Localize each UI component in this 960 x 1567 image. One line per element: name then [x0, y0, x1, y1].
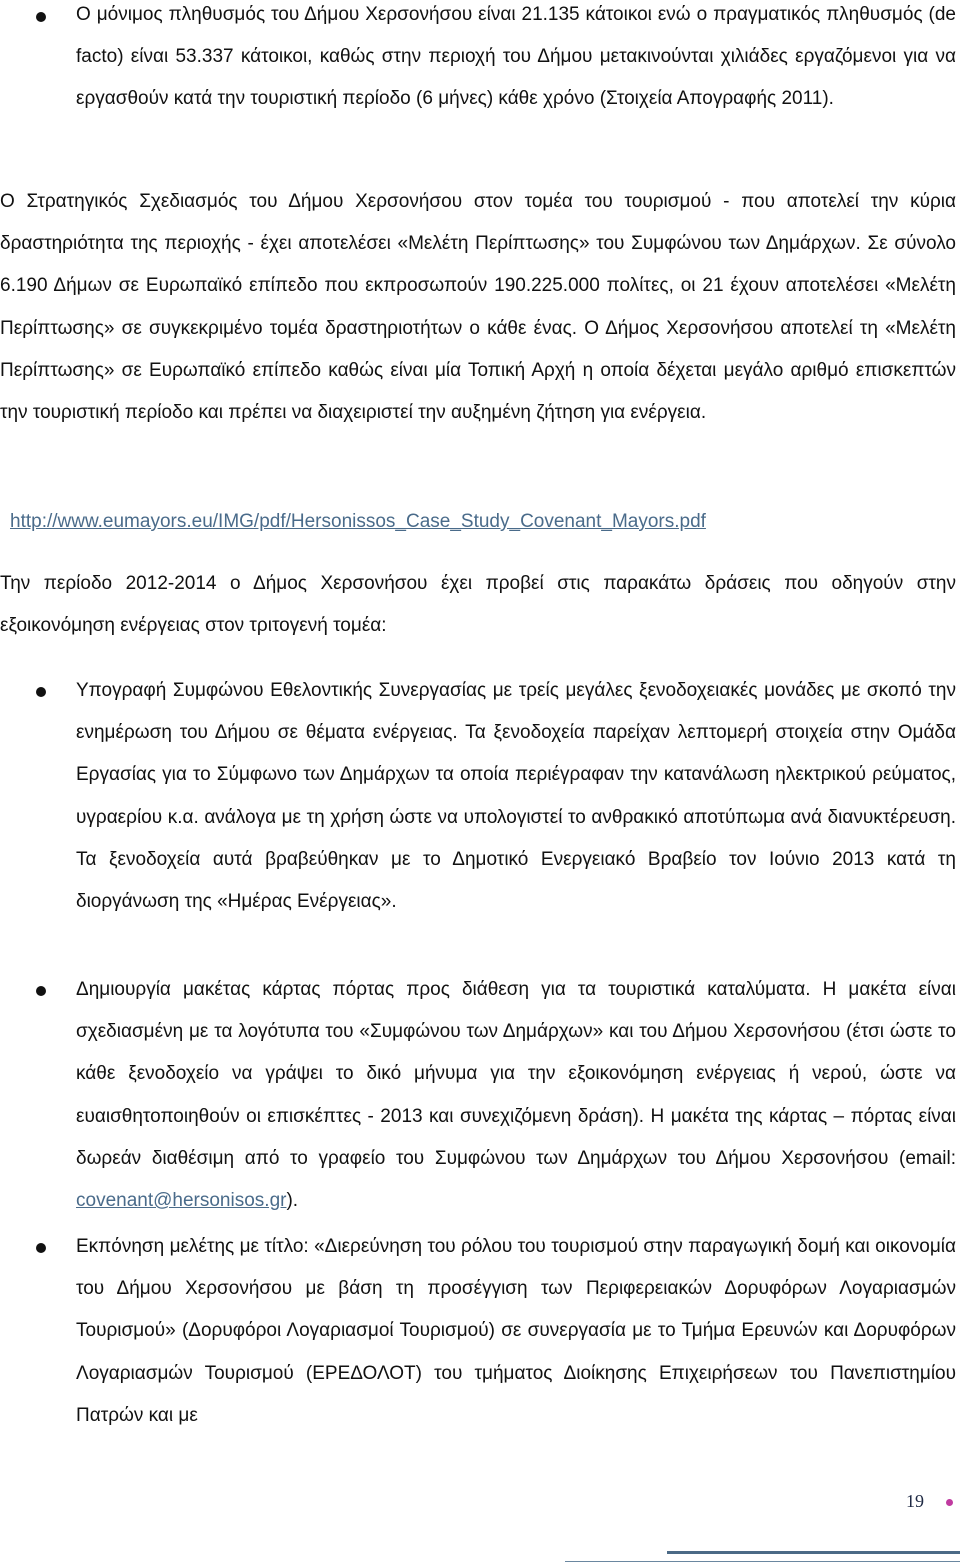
footer-rule — [667, 1551, 960, 1554]
footer-rule-thin — [565, 1561, 960, 1562]
action-item-suffix: ). — [286, 1190, 299, 1212]
bullet-icon — [36, 687, 46, 697]
page-number: 19 — [906, 1491, 924, 1511]
covenant-email-link[interactable]: covenant@hersonisos.gr — [76, 1190, 287, 1212]
bullet-icon — [36, 986, 46, 996]
action-item-text — [76, 969, 956, 1222]
period-paragraph: Την περίοδο 2012-2014 ο Δήμος Χερσονήσου έχει προβεί στις παρακάτω δράσεις που οδηγούν στην εξοικονόμηση ενέργειας στον τριτογενή τομέα: — [0, 573, 956, 637]
action-item-text: Υπογραφή Συμφώνου Εθελοντικής Συνεργασίας με τρείς μεγάλες ξενοδοχειακές μονάδες με σκοπό την ενημέρωση του Δήμου σε θέματα ενέργειας. Τα ξενοδοχεία παρείχαν λεπτομερή στοιχεία στην Ομάδα Εργασίας για το Σύμφωνο των Δημάρχων τα οποία περιέγραφαν την κατανάλωση ηλεκτρικού ρεύματος, υγραερίου κ.α. ανάλογα με τη χρήση ώστε να υπολογιστεί το ανθρακικό αποτύπωμα ανά διανυκτέρευση. Τα ξενοδοχεία αυτά βραβεύθηκαν με το Δημοτικό Ενεργειακό Βραβείο τον Ιούνιο 2013 κατά τη διοργάνωση της «Ημέρας Ενέργειας». — [76, 680, 956, 913]
bullet-icon — [36, 1243, 46, 1253]
action-item-text: Εκπόνηση μελέτης με τίτλο: «Διερεύνηση του ρόλου του τουρισμού στην παραγωγική δομή και οικονομία του Δήμου Χερσονήσου με βάση τη προσέγγιση των Περιφερειακών Δορυφόρων Λογαριασμών Τουρισμού» (Δορυφόροι Λογαριασμοί Τουρισμού) σε συνεργασία με το Τμήμα Ερευνών και Δορυφόρων Λογαριασμών Τουρισμού (ΕΡΕΔΟΛΟΤ) του τμήματος Διοίκησης Επιχειρήσεων του Πανεπιστημίου Πατρών και με — [76, 1236, 956, 1426]
case-study-link[interactable]: http://www.eumayors.eu/IMG/pdf/Hersonissos_Case_Study_Covenant_Mayors.pdf — [10, 511, 706, 532]
action-item-body: Δημιουργία μακέτας κάρτας πόρτας προς διάθεση για τα τουριστικά καταλύματα. Η μακέτα είναι σχεδιασμένη με τα λογότυπα του «Συμφώνου των Δημάρχων» και του Δήμου Χερσονήσου (έτσι ώστε το κάθε ξενοδοχείο να γράψει το δικό μήνυμα για την εξοικονόμηση ενέργειας ή νερού, ώστε να ευαισθητοποιηθούν οι επισκέπτες - 2013 και συνεχιζόμενη δράση). Η μακέτα της κάρτας – πόρτας είναι δωρεάν διαθέσιμη από το γραφείο του Συμφώνου των Δημάρχων του Δήμου Χερσονήσου (email: — [76, 979, 956, 1169]
population-bullet-text: Ο μόνιμος πληθυσμός του Δήμου Χερσονήσου είναι 21.135 κάτοικοι ενώ ο πραγματικός πληθυσμός (de facto) είναι 53.337 κάτοικοι, καθώς στην περιοχή του Δήμου μετακινούνται χιλιάδες εργαζόμενοι για να εργασθούν κατά την τουριστική περίοδο (6 μήνες) κάθε χρόνο (Στοιχεία Απογραφής 2011). — [76, 4, 956, 110]
bullet-icon — [36, 12, 46, 22]
strategy-paragraph: Ο Στρατηγικός Σχεδιασμός του Δήμου Χερσονήσου στον τομέα του τουρισμού - που αποτελεί την κύρια δραστηριότητα της περιοχής - έχει αποτελέσει «Μελέτη Περίπτωσης» του Συμφώνου των Δημάρχων. Σε σύνολο 6.190 Δήμων σε Ευρωπαϊκό επίπεδο που εκπροσωπούν 190.225.000 πολίτες, οι 21 έχουν αποτελέσει «Μελέτη Περίπτωσης» σε συγκεκριμένο τομέα δραστηριοτήτων ο κάθε ένας. Ο Δήμος Χερσονήσου αποτελεί τη «Μελέτη Περίπτωσης» σε Ευρωπαϊκό επίπεδο καθώς είναι μία Τοπική Αρχή η οποία δέχεται μεγάλο αριθμό επισκεπτών την τουριστική περίοδο και πρέπει να διαχειριστεί την αυξημένη ζήτηση για ενέργεια. — [0, 191, 956, 424]
footer-dot-icon — [946, 1499, 953, 1506]
